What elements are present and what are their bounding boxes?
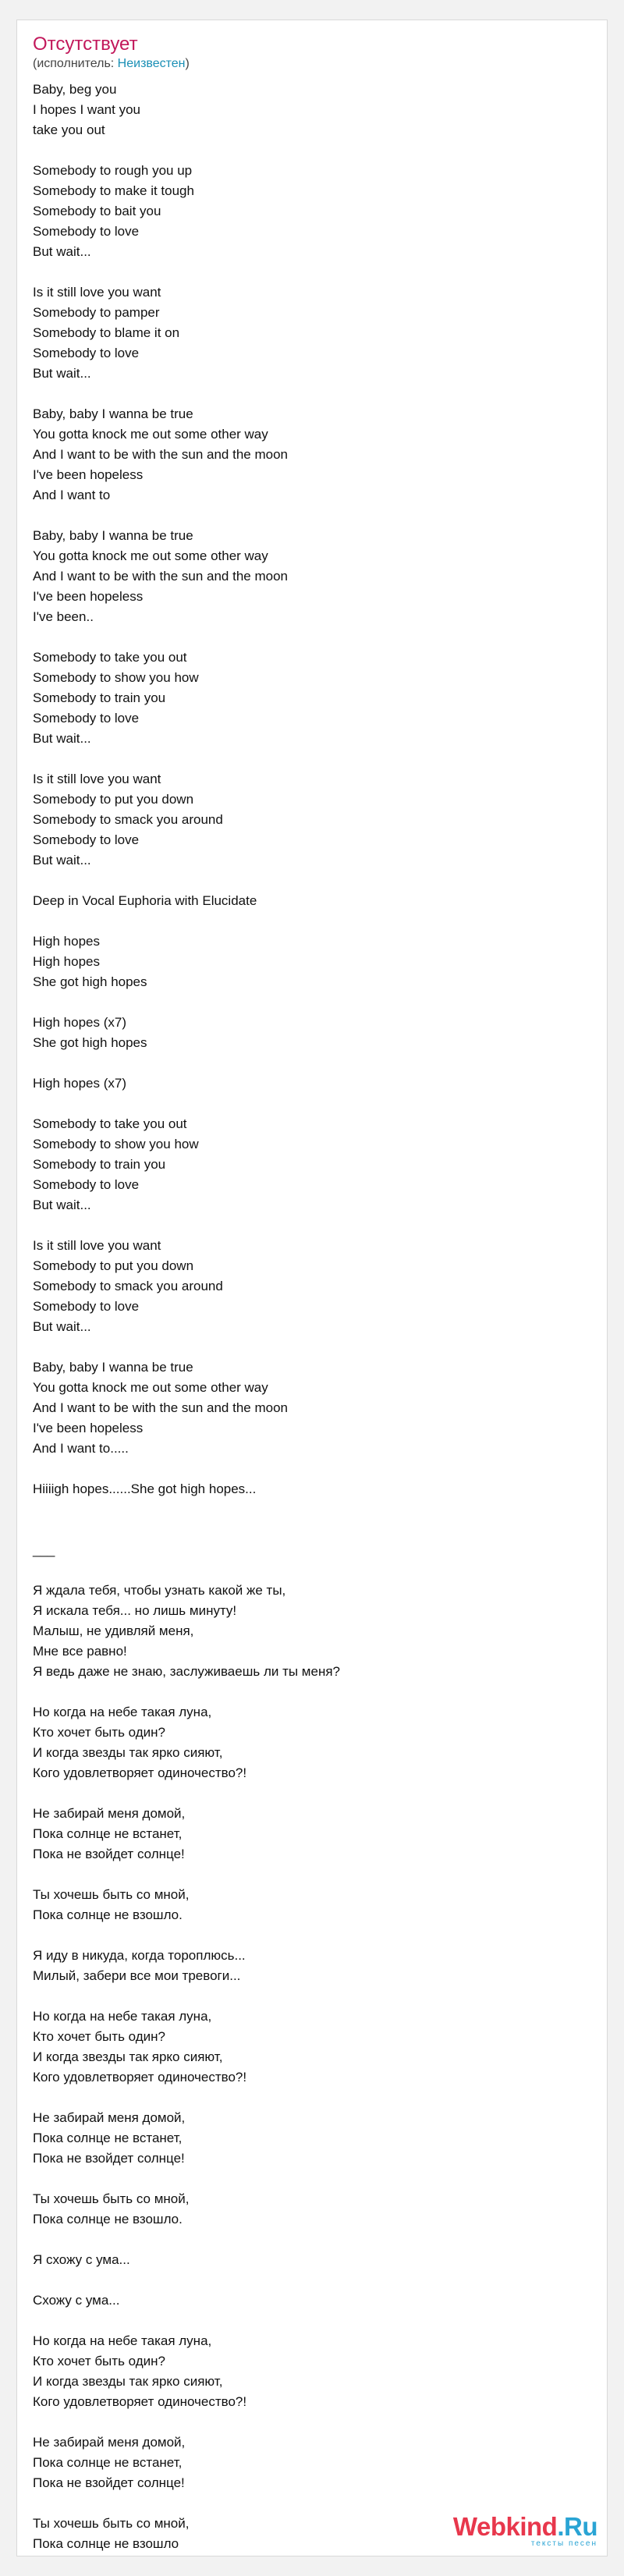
lyric-line: Пока солнце не взошло. xyxy=(33,1907,183,1922)
lyric-line: Is it still love you want xyxy=(33,1238,161,1253)
lyric-line: Пока солнце не встанет, xyxy=(33,2131,183,2145)
lyric-spacer xyxy=(33,2493,587,2514)
lyric-line: Пока солнце не встанет, xyxy=(33,1826,183,1841)
lyric-spacer xyxy=(33,1925,587,1946)
lyric-line: Я схожу с ума... xyxy=(33,2252,130,2267)
lyric-line: Я ведь даже не знаю, заслуживаешь ли ты меня? xyxy=(33,1664,340,1679)
lyric-spacer xyxy=(33,749,587,769)
lyric-line: Baby, baby I wanna be true xyxy=(33,528,193,543)
lyric-spacer xyxy=(33,1682,587,1702)
lyric-line: Somebody to love xyxy=(33,224,140,239)
lyric-line: Кого удовлетворяет одиночество?! xyxy=(33,2394,247,2409)
lyric-line: Пока солнце не взошло xyxy=(33,2536,179,2551)
lyric-line: Somebody to bait you xyxy=(33,204,161,218)
lyric-line: Схожу с ума... xyxy=(33,2293,120,2308)
lyric-spacer xyxy=(33,1783,587,1804)
lyric-line: And I want to be with the sun and the moon xyxy=(33,569,288,584)
lyric-line: Но когда на небе такая луна, xyxy=(33,2009,212,2024)
logo-brand: Webkind xyxy=(452,2512,558,2541)
site-logo[interactable] xyxy=(426,2513,597,2548)
lyric-line: You gotta knock me out some other way xyxy=(33,427,268,442)
lyric-line: Кто хочет быть один? xyxy=(33,2354,165,2368)
lyrics-card xyxy=(16,20,608,2556)
lyric-line: Somebody to take you out xyxy=(33,650,187,665)
lyric-line: Somebody to make it tough xyxy=(33,183,194,198)
lyric-spacer xyxy=(33,1337,587,1357)
lyric-line: Is it still love you want xyxy=(33,772,161,786)
lyric-line: Пока солнце не встанет, xyxy=(33,2455,183,2470)
lyric-line: Somebody to rough you up xyxy=(33,163,193,178)
lyric-line: Baby, beg you xyxy=(33,82,117,97)
lyric-line: But wait... xyxy=(33,1319,91,1334)
lyric-line: Кого удовлетворяет одиночество?! xyxy=(33,1765,247,1780)
lyric-line: Baby, baby I wanna be true xyxy=(33,406,193,421)
lyric-spacer xyxy=(33,627,587,648)
lyric-line: Deep in Vocal Euphoria with Elucidate xyxy=(33,893,257,908)
lyric-line: And I want to be with the sun and the moon xyxy=(33,447,288,462)
lyric-spacer xyxy=(33,1053,587,1073)
lyric-line: Я ждала тебя, чтобы узнать какой же ты, xyxy=(33,1583,286,1598)
lyric-line: И когда звезды так ярко сияют, xyxy=(33,2374,223,2389)
lyric-line: You gotta knock me out some other way xyxy=(33,548,268,563)
lyric-line: И когда звезды так ярко сияют, xyxy=(33,1745,223,1760)
lyric-line: Я искала тебя... но лишь минуту! xyxy=(33,1603,237,1618)
lyric-line: She got high hopes xyxy=(33,1035,147,1050)
artist-prefix: (исполнитель: xyxy=(33,57,118,70)
lyric-spacer xyxy=(33,1865,587,1885)
lyric-spacer xyxy=(33,1560,587,1581)
lyric-line: Я иду в никуда, когда тороплюсь... xyxy=(33,1948,246,1963)
lyric-line: Somebody to smack you around xyxy=(33,1279,223,1293)
lyric-line: Кого удовлетворяет одиночество?! xyxy=(33,2070,247,2085)
logo-tagline: тексты песен xyxy=(530,2539,597,2548)
lyric-line: And I want to..... xyxy=(33,1441,129,1456)
lyric-line: Мне все равно! xyxy=(33,1644,127,1659)
lyric-line: High hopes xyxy=(33,934,101,949)
lyric-line: Somebody to smack you around xyxy=(33,812,223,827)
lyric-line: Ты хочешь быть со мной, xyxy=(33,2516,190,2531)
lyric-line: Малыш, не удивляй меня, xyxy=(33,1623,194,1638)
lyric-line: But wait... xyxy=(33,853,91,868)
lyric-line: Somebody to love xyxy=(33,1299,140,1314)
lyric-line: Baby, baby I wanna be true xyxy=(33,1360,193,1375)
lyric-line: Ты хочешь быть со мной, xyxy=(33,2191,190,2206)
artist-link[interactable]: Неизвестен xyxy=(117,57,186,70)
lyric-line: Somebody to show you how xyxy=(33,1137,199,1151)
lyric-spacer xyxy=(33,2230,587,2250)
lyric-line: I hopes I want you xyxy=(33,102,140,117)
lyric-line: Пока не взойдет солнце! xyxy=(33,2151,185,2166)
lyric-line: But wait... xyxy=(33,244,91,259)
lyric-line: Somebody to put you down xyxy=(33,792,194,807)
lyric-spacer xyxy=(33,1520,587,1540)
lyric-line: But wait... xyxy=(33,1198,91,1212)
lyric-line: Somebody to put you down xyxy=(33,1258,194,1273)
lyric-line: Somebody to love xyxy=(33,346,140,360)
lyric-spacer xyxy=(33,506,587,526)
lyric-spacer xyxy=(33,911,587,931)
lyric-line: Somebody to love xyxy=(33,832,140,847)
lyric-spacer xyxy=(33,2169,587,2189)
lyric-line: Пока не взойдет солнце! xyxy=(33,2475,185,2490)
lyric-line: Is it still love you want xyxy=(33,285,161,300)
lyric-line: Somebody to pamper xyxy=(33,305,160,320)
lyric-line: You gotta knock me out some other way xyxy=(33,1380,268,1395)
lyric-line: But wait... xyxy=(33,366,91,381)
lyric-spacer xyxy=(33,2311,587,2331)
lyric-line: И когда звезды так ярко сияют, xyxy=(33,2049,223,2064)
lyric-line: I've been hopeless xyxy=(33,589,144,604)
lyric-line: Пока не взойдет солнце! xyxy=(33,1847,185,1861)
lyric-line: ___ xyxy=(33,1542,55,1557)
lyric-spacer xyxy=(33,1094,587,1114)
lyric-line: I've been hopeless xyxy=(33,1421,144,1435)
lyric-line: Пока солнце не взошло. xyxy=(33,2212,183,2227)
lyric-line: Somebody to blame it on xyxy=(33,325,180,340)
lyric-line: Не забирай меня домой, xyxy=(33,1806,186,1821)
lyric-spacer xyxy=(33,992,587,1013)
lyric-spacer xyxy=(33,262,587,282)
lyric-line: And I want to xyxy=(33,488,111,502)
lyric-line: Hiiiigh hopes......She got high hopes... xyxy=(33,1481,257,1496)
lyric-line: I've been hopeless xyxy=(33,467,144,482)
lyric-line: take you out xyxy=(33,122,105,137)
lyric-spacer xyxy=(33,871,587,891)
lyric-spacer xyxy=(33,2270,587,2290)
lyric-line: Somebody to show you how xyxy=(33,670,199,685)
lyric-line: Не забирай меня домой, xyxy=(33,2110,186,2125)
lyric-line: She got high hopes xyxy=(33,974,147,989)
lyric-line: Кто хочет быть один? xyxy=(33,1725,165,1740)
lyric-line: High hopes (x7) xyxy=(33,1076,127,1091)
logo-domain: .Ru xyxy=(557,2512,597,2541)
lyric-line: Somebody to love xyxy=(33,711,140,726)
lyric-line: Somebody to train you xyxy=(33,1157,166,1172)
song-title: Отсутствует xyxy=(33,34,138,55)
lyric-line: Кто хочет быть один? xyxy=(33,2029,165,2044)
lyric-spacer xyxy=(33,1215,587,1236)
lyric-line: But wait... xyxy=(33,731,91,746)
artist-suffix: ) xyxy=(185,57,190,70)
lyric-line: Somebody to love xyxy=(33,1177,140,1192)
lyric-line: Милый, забери все мои тревоги... xyxy=(33,1968,241,1983)
lyric-spacer xyxy=(33,384,587,404)
lyric-line: Somebody to train you xyxy=(33,690,166,705)
lyric-line: Не забирай меня домой, xyxy=(33,2435,186,2450)
lyric-spacer xyxy=(33,1459,587,1479)
lyric-line: And I want to be with the sun and the moon xyxy=(33,1400,288,1415)
lyric-line: High hopes (x7) xyxy=(33,1015,127,1030)
lyric-line: Но когда на небе такая луна, xyxy=(33,2333,212,2348)
lyric-spacer xyxy=(33,2088,587,2108)
lyric-spacer xyxy=(33,140,587,161)
lyric-spacer xyxy=(33,2412,587,2432)
lyric-line: High hopes xyxy=(33,954,101,969)
lyric-line: Somebody to take you out xyxy=(33,1116,187,1131)
lyrics-body xyxy=(33,80,587,2554)
lyric-line: Ты хочешь быть со мной, xyxy=(33,1887,190,1902)
artist-line xyxy=(33,56,190,72)
lyric-line: Но когда на небе такая луна, xyxy=(33,1705,212,1719)
lyric-spacer xyxy=(33,1986,587,2007)
lyric-line: I've been.. xyxy=(33,609,94,624)
lyric-spacer xyxy=(33,1499,587,1520)
